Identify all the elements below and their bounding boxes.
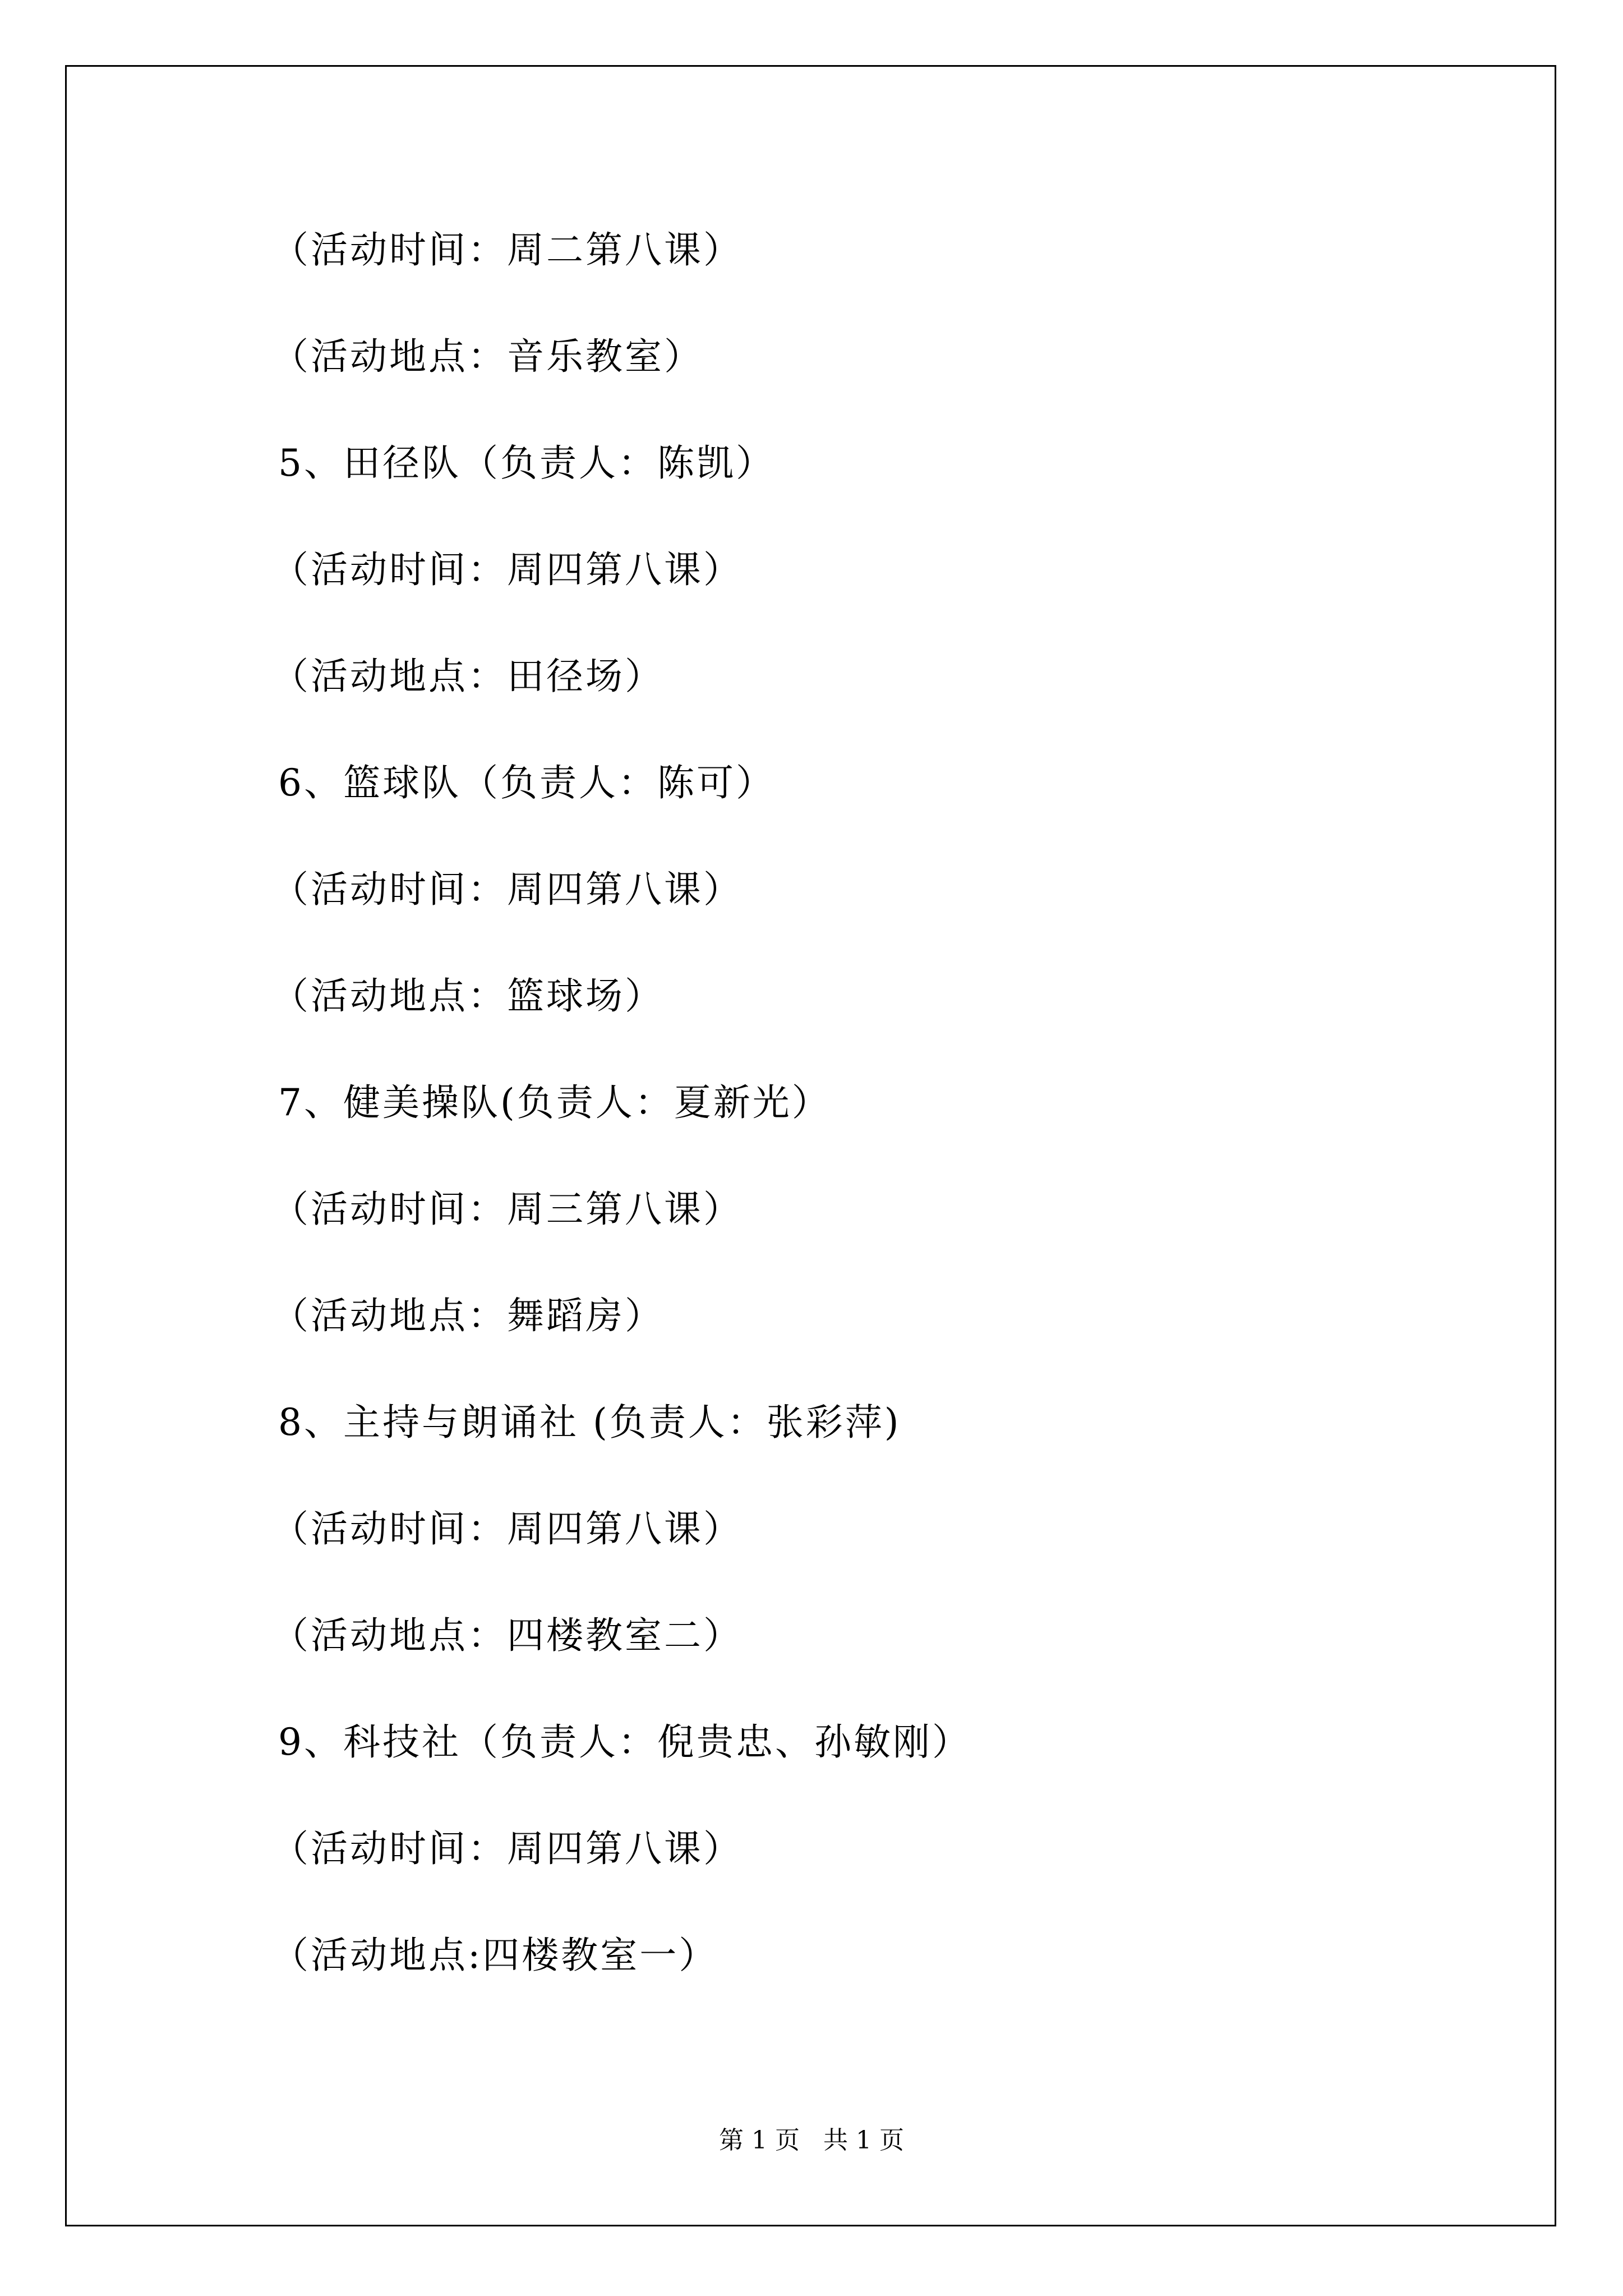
activity-place-line: （活动地点：四楼教室二） [271,1614,743,1657]
activity-place-line: （活动地点：篮球场） [271,974,664,1018]
activity-place-line: （活动地点：田径场） [271,655,664,698]
activity-time-line: （活动时间：周四第八课） [271,548,743,591]
page-number-footer: 第 1 页 共 1 页 [719,2126,904,2155]
club-heading: 9、科技社（负责人：倪贵忠、孙敏刚） [278,1720,971,1764]
club-heading: 6、篮球队（负责人：陈可） [278,761,775,804]
club-heading: 5、田径队（负责人：陈凯） [278,441,775,485]
club-heading: 8、主持与朗诵社 (负责人：张彩萍) [278,1401,901,1444]
activity-time-line: （活动时间：周四第八课） [271,1507,743,1550]
activity-time-line: （活动时间：周四第八课） [271,1827,743,1870]
activity-place-line: （活动地点:四楼教室一） [271,1934,718,1977]
activity-time-line: （活动时间：周二第八课） [271,228,743,272]
club-heading: 7、健美操队(负责人：夏新光） [278,1081,831,1124]
page-border [65,65,1556,2226]
activity-place-line: （活动地点：舞蹈房） [271,1294,664,1337]
activity-place-line: （活动地点：音乐教室） [271,335,703,378]
activity-time-line: （活动时间：周三第八课） [271,1188,743,1231]
activity-time-line: （活动时间：周四第八课） [271,868,743,911]
